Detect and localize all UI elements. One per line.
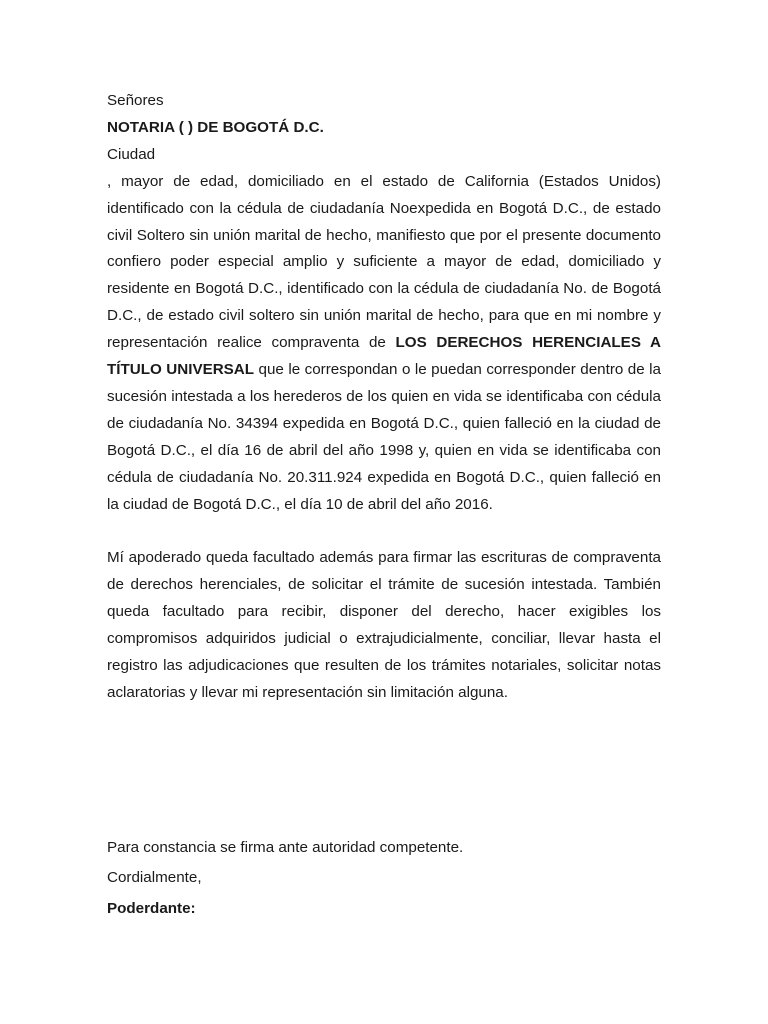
addressee: NOTARIA ( ) DE BOGOTÁ D.C. [107,118,324,136]
closing-block [107,833,661,925]
paragraph-2-line: registro las adjudicaciones que resulten de los trámites notariales, solicitar notas [107,657,661,675]
paragraph-2-last-line: aclaratorias y llevar mi representación sin limitación alguna. [107,683,508,701]
salutation: Señores [107,92,164,109]
closing-spacer [107,707,661,833]
signer-label: Poderdante: [107,899,196,917]
city: Ciudad [107,145,156,163]
paragraph-2-line: queda facultado para recibir, disponer del derecho, hacer exigibles los [107,603,661,621]
paragraph-1-line: sucesión intestada a los herederos de los quien en vida se identificaba con cédula [107,387,661,405]
paragraph-1-line: D.C., de estado civil soltero sin unión marital de hecho, para que en mi nombre y [107,307,661,325]
document-page [107,88,661,924]
paragraph-1-line: identificado con la cédula de ciudadanía Noexpedida en Bogotá D.C., de estado [107,199,661,217]
paragraph-2-line: Mí apoderado queda facultado además para firmar las escrituras de compraventa [107,549,661,567]
paragraph-1 [107,169,661,519]
paragraph-1-line-8-text: que le correspondan o le puedan corresponder dentro de la [258,361,661,379]
paragraph-1-line [107,357,661,384]
paragraph-1-line [107,330,661,357]
paragraph-1-last-line: la ciudad de Bogotá D.C., el día 10 de abril del año 2016. [107,495,493,513]
paragraph-spacer [107,519,661,546]
farewell-line: Cordialmente, [107,869,202,887]
paragraph-1-line: residente en Bogotá D.C., identificado con la cédula de ciudadanía No. de Bogotá [107,280,661,298]
paragraph-1-line: civil Soltero sin unión marital de hecho, manifiesto que por el presente documento [107,226,661,244]
paragraph-1-line: confiero poder especial amplio y suficiente a mayor de edad, domiciliado y [107,253,661,271]
paragraph-2-line: de derechos herenciales, de solicitar el trámite de sucesión intestada. También [107,576,661,594]
paragraph-1-line-7-text: representación realice compraventa de [107,334,386,352]
constancia-line: Para constancia se firma ante autoridad competente. [107,838,464,856]
derechos-herenciales-bold: LOS DERECHOS HERENCIALES A [395,334,661,352]
paragraph-2 [107,545,661,706]
titulo-universal-bold: TÍTULO UNIVERSAL [107,361,255,379]
paragraph-1-line: Bogotá D.C., el día 16 de abril del año 1998 y, quien en vida se identificaba con [107,441,661,459]
paragraph-1-line: cédula de ciudadanía No. 20.311.924 expedida en Bogotá D.C., quien falleció en [107,468,661,486]
paragraph-1-line: de ciudadanía No. 34394 expedida en Bogotá D.C., quien falleció en la ciudad de [107,414,661,432]
paragraph-1-line: , mayor de edad, domiciliado en el estado de California (Estados Unidos) [107,172,661,190]
paragraph-2-line: compromisos adquiridos judicial o extrajudicialmente, conciliar, llevar hasta el [107,630,661,648]
